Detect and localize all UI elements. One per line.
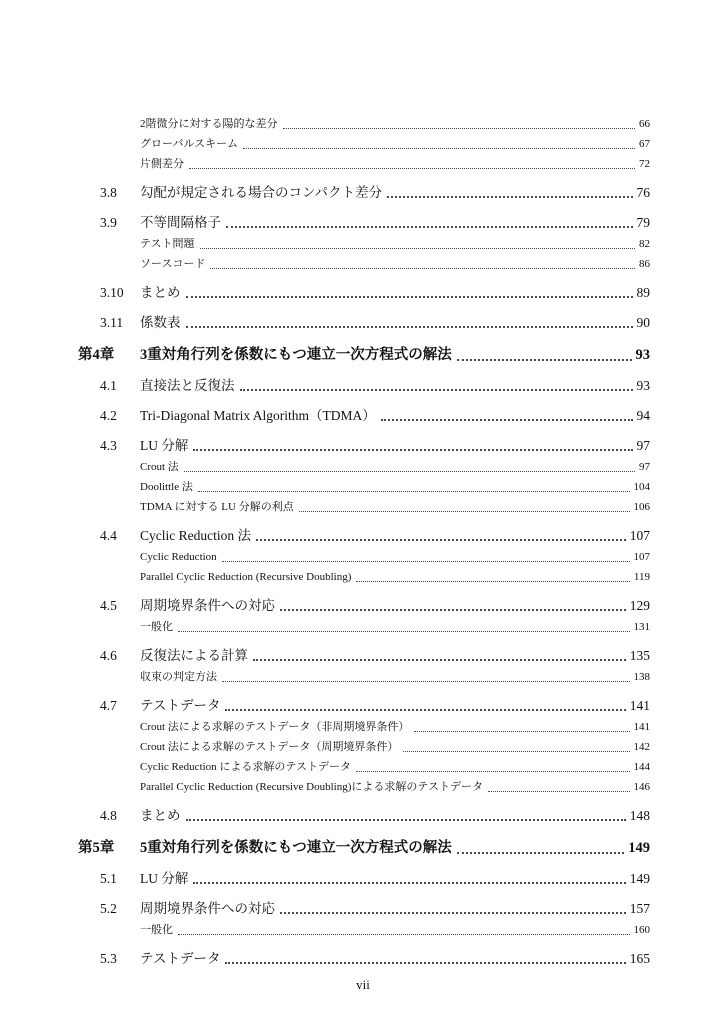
toc-entry-number: 3.9 [100, 215, 117, 230]
page-footer-number: vii [356, 977, 370, 992]
toc-leader-dots [256, 527, 626, 541]
toc-entry-label: LU 分解 [140, 438, 189, 453]
toc-entry [78, 900, 650, 917]
toc-entry-page: 76 [636, 185, 650, 200]
toc-entry [78, 461, 650, 474]
toc-entry-page: 160 [633, 924, 650, 936]
toc-entry-number: 4.3 [100, 438, 117, 453]
toc-entry-page: 107 [629, 528, 650, 543]
toc-entry-label: Crout 法 [140, 461, 179, 473]
toc-leader-dots [210, 258, 635, 269]
toc-entry-label: Tri-Diagonal Matrix Algorithm（TDMA） [140, 408, 376, 423]
toc-entry-label: 周期境界条件への対応 [140, 598, 275, 613]
toc-entry-page: 89 [636, 285, 650, 300]
toc-entry [78, 158, 650, 171]
toc-entry-number: 5.2 [100, 901, 117, 916]
toc-leader-dots [457, 839, 625, 854]
toc-leader-dots [226, 214, 633, 228]
toc-entry [78, 621, 650, 634]
toc-entry [78, 258, 650, 271]
toc-entry-page: 157 [629, 901, 650, 916]
toc-entry [78, 950, 650, 967]
toc-entry-number: 3.8 [100, 185, 117, 200]
toc-leader-dots [186, 314, 633, 328]
toc-entry-page: 97 [636, 438, 650, 453]
toc-entry-label: ソースコード [140, 258, 206, 270]
toc-entry [78, 214, 650, 231]
toc-entry-label: LU 分解 [140, 871, 189, 886]
toc-entry [78, 697, 650, 714]
toc-entry-page: 149 [629, 871, 650, 886]
toc-entry-number: 4.2 [100, 408, 117, 423]
toc-leader-dots [198, 481, 630, 492]
toc-entry-page: 146 [633, 781, 650, 793]
toc-entry [78, 924, 650, 937]
toc-entry-number: 4.1 [100, 378, 117, 393]
toc-entry [78, 238, 650, 251]
toc-entry-page: 107 [633, 551, 650, 563]
toc-entry [78, 721, 650, 734]
toc-entry [78, 647, 650, 664]
toc-leader-dots [283, 118, 636, 129]
toc-entry [78, 761, 650, 774]
toc-entry [78, 741, 650, 754]
toc-leader-dots [189, 158, 635, 169]
toc-entry [78, 138, 650, 151]
toc-entry-page: 131 [633, 621, 650, 633]
toc-entry-page: 66 [639, 118, 650, 130]
toc-entry-number: 4.5 [100, 598, 117, 613]
toc-entry-page: 165 [629, 951, 650, 966]
toc-entry [78, 671, 650, 684]
toc-leader-dots [414, 721, 629, 732]
toc-entry [78, 118, 650, 131]
toc-entry-page: 142 [633, 741, 650, 753]
toc-entry-number: 4.4 [100, 528, 117, 543]
toc-entry-label: 係数表 [140, 315, 181, 330]
toc-leader-dots [299, 501, 630, 512]
toc-leader-dots [193, 437, 632, 451]
toc-entry-label: テストデータ [140, 698, 221, 713]
toc-entry [78, 407, 650, 424]
toc-entry-label: まとめ [140, 808, 181, 823]
toc-entry-label: 5重対角行列を係数にもつ連立一次方程式の解法 [140, 840, 452, 856]
toc-leader-dots [280, 597, 626, 611]
toc-entry-label: Doolittle 法 [140, 481, 193, 493]
toc-entry-page: 79 [636, 215, 650, 230]
toc-leader-dots [356, 761, 630, 772]
toc-entry [78, 807, 650, 824]
toc-leader-dots [240, 377, 633, 391]
toc-entry-page: 82 [639, 238, 650, 250]
toc-leader-dots [222, 671, 630, 682]
toc-entry-label: TDMA に対する LU 分解の利点 [140, 501, 294, 513]
toc-entry-label: Crout 法による求解のテストデータ（非周期境界条件） [140, 721, 410, 733]
toc-entry-page: 94 [636, 408, 650, 423]
toc-list [78, 118, 650, 967]
toc-entry [78, 839, 650, 857]
toc-entry-label: Crout 法による求解のテストデータ（周期境界条件） [140, 741, 399, 753]
toc-leader-dots [193, 870, 625, 884]
toc-entry-label: Cyclic Reduction による求解のテストデータ [140, 761, 351, 773]
toc-leader-dots [488, 781, 630, 792]
toc-entry-label: テストデータ [140, 951, 221, 966]
toc-leader-dots [178, 924, 630, 935]
toc-entry [78, 184, 650, 201]
toc-entry-number: 3.11 [100, 315, 124, 330]
toc-leader-dots [225, 697, 625, 711]
toc-leader-dots [186, 807, 626, 821]
toc-entry-number: 第5章 [78, 840, 115, 856]
toc-entry-number: 第4章 [78, 347, 115, 363]
toc-entry [78, 527, 650, 544]
toc-entry-number: 3.10 [100, 285, 124, 300]
toc-entry-page: 72 [639, 158, 650, 170]
toc-leader-dots [403, 741, 629, 752]
toc-entry [78, 551, 650, 564]
toc-entry-number: 4.6 [100, 648, 117, 663]
toc-leader-dots [253, 647, 626, 661]
toc-entry [78, 781, 650, 794]
toc-entry-label: 収束の判定方法 [140, 671, 217, 683]
toc-entry-label: 2階微分に対する陽的な差分 [140, 118, 278, 130]
toc-entry-page: 106 [633, 501, 650, 513]
toc-leader-dots [178, 621, 630, 632]
toc-entry-page: 141 [629, 698, 650, 713]
toc-entry [78, 377, 650, 394]
toc-entry-label: テスト問題 [140, 238, 195, 250]
toc-entry-page: 129 [629, 598, 650, 613]
toc-leader-dots [184, 461, 635, 472]
toc-leader-dots [243, 138, 635, 149]
toc-entry-number: 5.3 [100, 951, 117, 966]
toc-entry [78, 870, 650, 887]
toc-entry [78, 571, 650, 584]
toc-leader-dots [186, 284, 633, 298]
toc-entry-label: 片側差分 [140, 158, 184, 170]
toc-entry-page: 138 [633, 671, 650, 683]
toc-entry-number: 4.7 [100, 698, 117, 713]
toc-entry-page: 119 [633, 571, 650, 583]
toc-entry-page: 93 [635, 347, 650, 363]
toc-entry [78, 501, 650, 514]
toc-entry-number: 5.1 [100, 871, 117, 886]
toc-entry [78, 284, 650, 301]
toc-entry-page: 67 [639, 138, 650, 150]
toc-entry-page: 86 [639, 258, 650, 270]
toc-leader-dots [225, 950, 625, 964]
toc-entry-page: 141 [633, 721, 650, 733]
toc-entry-page: 90 [636, 315, 650, 330]
toc-entry-label: 一般化 [140, 924, 173, 936]
toc-entry-page: 148 [629, 808, 650, 823]
toc-leader-dots [381, 407, 633, 421]
toc-entry-label: 周期境界条件への対応 [140, 901, 275, 916]
toc-entry-page: 149 [628, 840, 650, 856]
toc-entry-label: グローバルスキーム [140, 138, 239, 150]
toc-leader-dots [280, 900, 626, 914]
toc-entry-page: 97 [639, 461, 650, 473]
toc-entry [78, 314, 650, 331]
toc-entry-page: 144 [633, 761, 650, 773]
toc-entry-label: 3重対角行列を係数にもつ連立一次方程式の解法 [140, 347, 452, 363]
toc-entry [78, 437, 650, 454]
toc-leader-dots [457, 346, 632, 361]
toc-entry-label: 不等間隔格子 [140, 215, 221, 230]
toc-entry-page: 93 [636, 378, 650, 393]
toc-entry [78, 346, 650, 364]
toc-entry-label: Parallel Cyclic Reduction (Recursive Doubling)による求解のテストデータ [140, 781, 483, 793]
toc-entry-label: 直接法と反復法 [140, 378, 235, 393]
toc-leader-dots [222, 551, 630, 562]
toc-entry-label: 反復法による計算 [140, 648, 248, 663]
toc-leader-dots [200, 238, 635, 249]
toc-entry-label: Cyclic Reduction 法 [140, 528, 251, 543]
toc-entry-label: 一般化 [140, 621, 173, 633]
toc-leader-dots [356, 571, 630, 582]
toc-entry-page: 104 [633, 481, 650, 493]
toc-entry-label: 勾配が規定される場合のコンパクト差分 [140, 185, 383, 200]
toc-entry-number: 4.8 [100, 808, 117, 823]
toc-entry-page: 135 [629, 648, 650, 663]
toc-leader-dots [387, 184, 632, 198]
toc-entry-label: Cyclic Reduction [140, 551, 217, 563]
toc-entry-label: まとめ [140, 285, 181, 300]
toc-entry [78, 481, 650, 494]
toc-entry [78, 597, 650, 614]
toc-entry-label: Parallel Cyclic Reduction (Recursive Doubling) [140, 571, 352, 583]
